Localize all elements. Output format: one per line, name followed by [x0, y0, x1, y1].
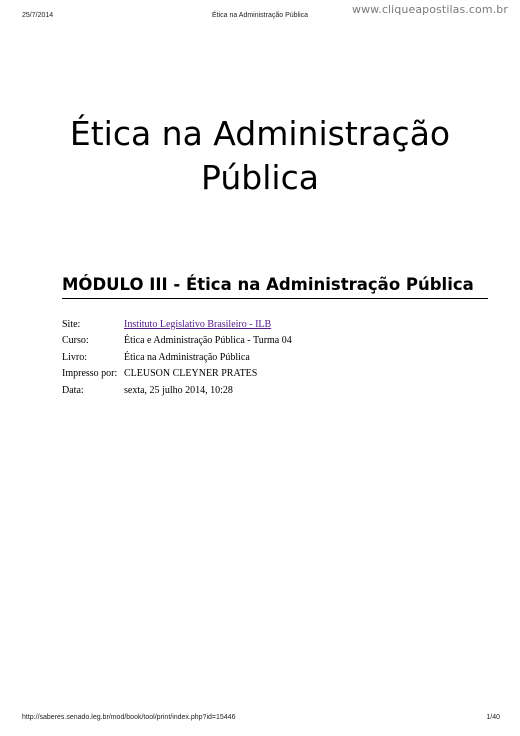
- print-footer-page-number: 1/40: [486, 714, 500, 721]
- watermark-url: www.cliqueapostilas.com.br: [351, 3, 508, 16]
- info-value-data: sexta, 25 julho 2014, 10:28: [124, 384, 233, 396]
- print-footer-url: http://saberes.senado.leg.br/mod/book/tool/print/index.php?id=15446: [22, 714, 236, 721]
- info-label-site: Site:: [62, 318, 81, 330]
- page-title-line-2: Pública: [201, 158, 319, 197]
- info-label-livro: Livro:: [62, 351, 87, 363]
- info-row-site: [62, 316, 292, 333]
- info-value-site: [124, 316, 292, 333]
- info-row-impresso: [62, 366, 292, 383]
- module-title: MÓDULO III - Ética na Administração Pública: [62, 274, 488, 299]
- info-row-livro: [62, 349, 292, 366]
- print-header-date: 25/7/2014: [22, 12, 54, 19]
- info-row-curso: [62, 333, 292, 350]
- print-header-title: Ética na Administração Pública: [211, 12, 309, 19]
- site-link[interactable]: Instituto Legislativo Brasileiro - ILB: [124, 318, 272, 330]
- info-label-data: Data:: [62, 384, 84, 396]
- info-row-data: [62, 382, 292, 399]
- page-title: [0, 112, 520, 200]
- info-value-impresso: CLEUSON CLEYNER PRATES: [124, 368, 258, 380]
- info-label-curso: Curso:: [62, 335, 89, 347]
- info-value-livro: Ética na Administração Pública: [124, 351, 250, 363]
- book-info-table: [62, 316, 292, 399]
- page-title-line-1: Ética na Administração: [69, 114, 451, 153]
- info-label-impresso: Impresso por:: [62, 368, 118, 380]
- info-value-curso: Ética e Administração Pública - Turma 04: [124, 335, 292, 347]
